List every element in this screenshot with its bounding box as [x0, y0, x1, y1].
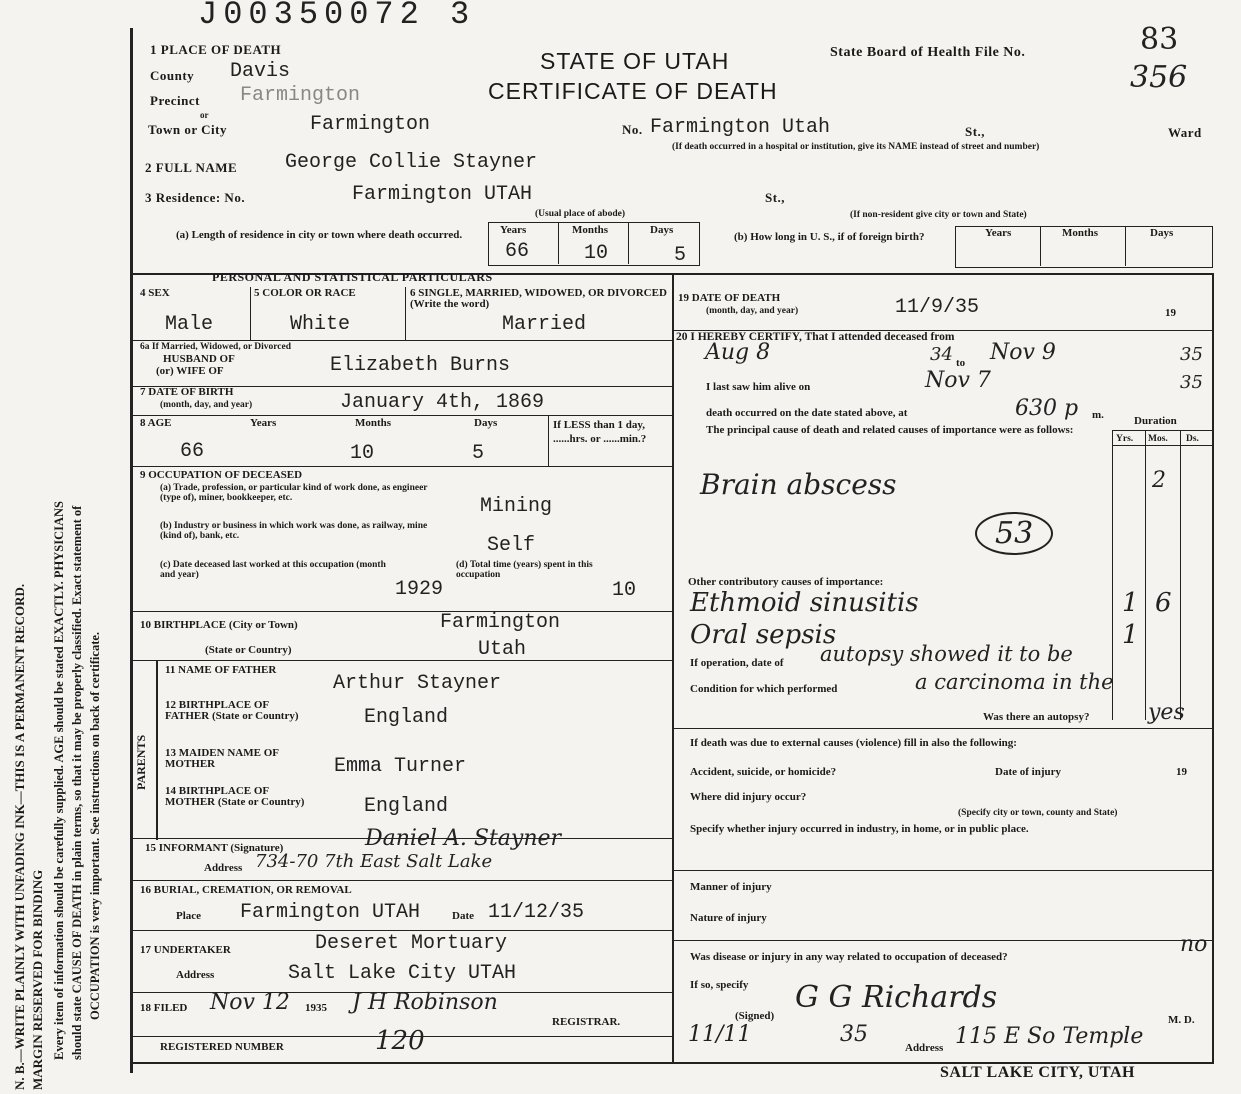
undertaker-value: Deseret Mortuary	[315, 932, 508, 955]
margin-text-4: OCCUPATION is very important. See instructions on back of certificate.	[88, 631, 102, 1020]
occupation-value: Mining	[480, 495, 553, 518]
town-value: Farmington	[310, 113, 431, 136]
death-time: 630 p	[1015, 396, 1079, 421]
birthplace-value: Farmington	[440, 611, 561, 634]
full-name-value: George Collie Stayner	[285, 151, 538, 174]
registrar-signature: J H Robinson	[352, 990, 498, 1015]
attended-to: Nov 9	[990, 340, 1056, 365]
residence-days: 5	[674, 244, 687, 267]
race-value: White	[290, 313, 351, 336]
margin-text-3: should state CAUSE OF DEATH in plain terms, so that it may be properly classified. Exact statement of	[70, 505, 84, 1060]
last-worked-value: 1929	[395, 578, 444, 601]
file-label: State Board of Health File No.	[830, 45, 1026, 60]
attended-from: Aug 8	[705, 340, 771, 365]
residence-months: 10	[584, 242, 609, 265]
residence-years: 66	[505, 240, 530, 263]
father-birthplace-value: England	[364, 706, 449, 729]
autopsy-value: yes	[1148, 700, 1185, 725]
physician-city-stamp: SALT LAKE CITY, UTAH	[940, 1064, 1135, 1081]
margin-binding: MARGIN RESERVED FOR BINDING	[30, 869, 45, 1090]
right-border	[1212, 273, 1214, 1063]
file-number-2: 356	[1130, 60, 1188, 95]
place-note: (If death occurred in a hospital or institution, give its NAME instead of street and number)	[672, 142, 1040, 152]
death-date-value: 11/9/35	[895, 296, 980, 319]
full-name-label: 2 FULL NAME	[145, 160, 238, 175]
spouse-value: Elizabeth Burns	[330, 354, 511, 377]
parents-label: PARENTS	[134, 734, 148, 790]
physician-signature: G G Richards	[795, 980, 998, 1015]
informant-signature: Daniel A. Stayner	[365, 826, 562, 851]
cause-primary: Brain abscess	[700, 468, 897, 501]
physician-address: 115 E So Temple	[955, 1024, 1144, 1049]
file-number: 83	[1140, 22, 1179, 57]
marital-value: Married	[502, 313, 587, 336]
mother-birthplace-value: England	[364, 795, 449, 818]
informant-address: 734-70 7th East Salt Lake	[255, 851, 493, 872]
title-certificate: CERTIFICATE OF DEATH	[488, 78, 778, 104]
age-months: 10	[350, 442, 375, 465]
age-years: 66	[180, 440, 205, 463]
burial-date-value: 11/12/35	[488, 901, 585, 924]
residence-value: Farmington UTAH	[352, 183, 533, 206]
registered-number: 120	[375, 1026, 425, 1056]
birth-state-value: Utah	[478, 638, 527, 661]
condition-note: a carcinoma in the	[915, 670, 1114, 694]
center-divider	[672, 273, 674, 1063]
town-label: Town or City	[148, 122, 227, 137]
mother-value: Emma Turner	[334, 755, 467, 778]
last-saw-date: Nov 7	[925, 368, 991, 393]
county-label: County	[150, 68, 195, 83]
age-days: 5	[472, 442, 485, 465]
father-value: Arthur Stayner	[333, 672, 502, 695]
total-time-value: 10	[612, 579, 637, 602]
precinct-label: Precinct	[150, 93, 200, 108]
left-border	[130, 28, 133, 1073]
cause-primary-months: 2	[1152, 468, 1166, 493]
filed-date: Nov 12	[210, 990, 290, 1015]
cause-other-1: Ethmoid sinusitis	[690, 588, 919, 618]
burial-place-value: Farmington UTAH	[240, 901, 421, 924]
industry-value: Self	[487, 534, 536, 557]
parents-bracket	[156, 660, 158, 840]
sex-value: Male	[165, 313, 214, 336]
related-value: no	[1180, 932, 1208, 957]
personal-heading: PERSONAL AND STATISTICAL PARTICULARS	[212, 270, 493, 284]
undertaker-address: Salt Lake City UTAH	[288, 962, 517, 985]
operation-note: autopsy showed it to be	[820, 642, 1073, 666]
margin-text-1: N. B.—WRITE PLAINLY WITH UNFADING INK—THIS IS A PERMANENT RECORD.	[12, 583, 27, 1090]
cause-code: 53	[975, 512, 1053, 555]
county-value: Davis	[230, 60, 291, 83]
cause-other-2: Oral sepsis	[690, 620, 837, 650]
street-address: Farmington Utah	[650, 116, 831, 139]
serial-number: J00350072 3	[198, 0, 476, 33]
place-heading: 1 PLACE OF DEATH	[150, 42, 282, 57]
title-state: STATE OF UTAH	[540, 48, 730, 74]
margin-text-2: Every item of information should be carefully supplied. AGE should be stated EXACTLY. PHYSICIANS	[52, 501, 66, 1060]
dob-value: January 4th, 1869	[340, 391, 545, 414]
signed-date: 11/11	[688, 1022, 752, 1047]
precinct-value: Farmington	[240, 84, 361, 107]
